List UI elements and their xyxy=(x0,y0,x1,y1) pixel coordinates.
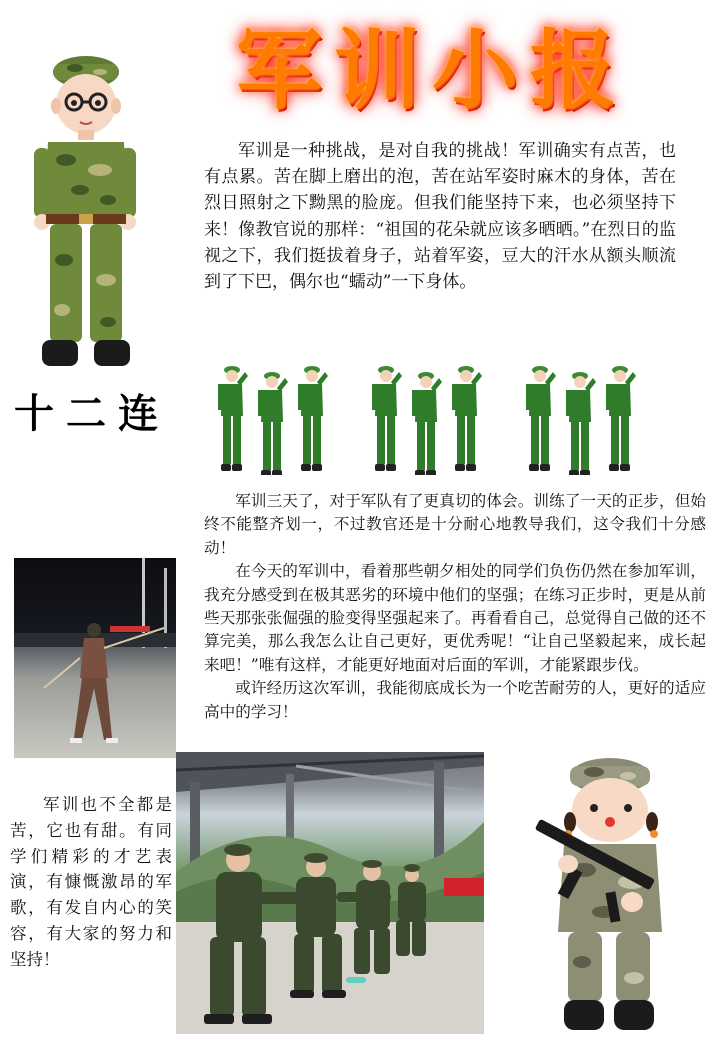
page-title: 军训小报 xyxy=(236,20,628,121)
article-main-paragraph-1: 军训三天了，对于军队有了更真切的体会。训练了一天的正步，但始终不能整齐划一，不过教官还是十分耐心地教导我们，这令我们十分感动！ xyxy=(204,492,706,557)
company-name: 十二连 xyxy=(14,390,170,437)
article-main-paragraph-3: 或许经历这次军训，我能彻底成长为一个吃苦耐劳的人，更好的适应高中的学习！ xyxy=(204,679,706,721)
article-sweet-paragraph: 军训也不全都是苦，它也有甜。有同学们精彩的才艺表演，有慷慨激昂的军歌，有发自内心的笑容，有大家的努力和坚持！ xyxy=(10,795,172,969)
article-main xyxy=(204,490,706,724)
saluting-soldiers-illustration xyxy=(212,360,652,475)
article-intro xyxy=(204,138,676,295)
article-intro-paragraph: 军训是一种挑战，是对自我的挑战！军训确实有点苦，也有点累。苦在脚上磨出的泡，苦在站军姿时麻木的身体，苦在烈日照射之下黝黑的脸庞。但我们能坚持下来，也必须坚持下来！像教官说的那样：“祖国的花朵就应该多晒晒。”在烈日的监视之下，我们挺拔着身子，站着军姿，豆大的汗水从额头顺流到了下巴，偶尔也“蠕动”一下身体。 xyxy=(204,141,676,293)
soldier-cartoon-illustration xyxy=(30,30,140,370)
article-sweet xyxy=(10,792,172,973)
article-main-paragraph-2: 在今天的军训中，看着那些朝夕相处的同学们负伤仍然在参加军训，我充分感受到在极其恶劣的环境中他们的坚强；在练习正步时，更是从前些天那张张倔强的脸变得坚强起来了。再看看自己，总觉得自己做的还不算完美，那么我怎么让自己更好，更优秀呢！“让自己坚毅起来，成长起来吧！”唯有这样，才能更好地面对后面的军训，才能紧跟步伐。 xyxy=(204,562,706,674)
squat-training-photo xyxy=(176,752,484,1034)
girl-soldier-with-rifle-illustration xyxy=(524,752,684,1036)
night-training-photo xyxy=(14,558,176,758)
